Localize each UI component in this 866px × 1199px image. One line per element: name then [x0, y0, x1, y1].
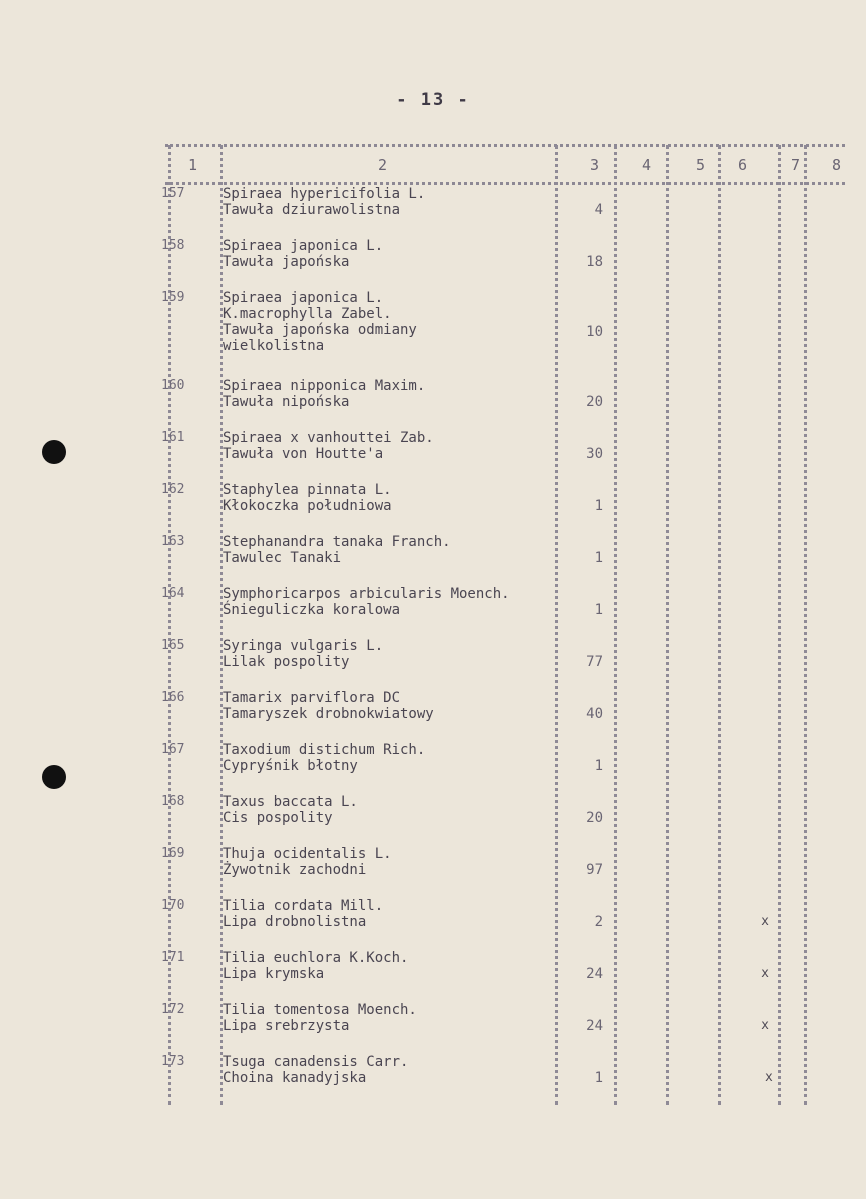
- entry-number: 163: [161, 534, 185, 549]
- name-line: Choina kanadyjska: [223, 1070, 367, 1086]
- entry-number: 166: [161, 690, 185, 705]
- species-name: [223, 794, 555, 846]
- entry-number: 173: [161, 1054, 185, 1069]
- column-5-cell: [669, 290, 721, 378]
- quantity: 20: [586, 810, 603, 826]
- header-bottom-rule: [165, 182, 845, 185]
- species-name: [223, 950, 555, 1002]
- column-5-cell: [669, 1002, 721, 1054]
- column-5-cell: [669, 898, 721, 950]
- column-7-cell: [781, 742, 807, 794]
- page-number: - 13 -: [396, 90, 470, 110]
- column-7-cell: [781, 238, 807, 290]
- table-row: [155, 1054, 845, 1106]
- quantity-cell: [555, 950, 617, 1002]
- latin-name: Tilia cordata Mill.: [223, 898, 384, 914]
- column-5-cell: [669, 950, 721, 1002]
- column-7-cell: [781, 430, 807, 482]
- column-8-cell: [807, 638, 845, 690]
- column-6-cell: [721, 290, 781, 378]
- name-line: Cypryśnik błotny: [223, 758, 358, 774]
- species-name: [223, 742, 555, 794]
- mark: x: [761, 1018, 769, 1033]
- table-row: [155, 1002, 845, 1054]
- entry-number: 164: [161, 586, 185, 601]
- quantity-cell: [555, 586, 617, 638]
- quantity: 1: [594, 498, 603, 514]
- species-name: [223, 186, 555, 238]
- name-line: Śnieguliczka koralowa: [223, 602, 401, 618]
- mark: x: [761, 966, 769, 981]
- quantity-cell: [555, 846, 617, 898]
- column-header-8: 8: [832, 156, 842, 174]
- column-4-cell: [617, 238, 669, 290]
- column-4-cell: [617, 846, 669, 898]
- column-5-cell: [669, 638, 721, 690]
- quantity: 24: [586, 1018, 603, 1034]
- table-row: [155, 638, 845, 690]
- column-6-cell: [721, 238, 781, 290]
- column-4-cell: [617, 378, 669, 430]
- quantity: 77: [586, 654, 603, 670]
- name-line: Tawuła japońska: [223, 254, 350, 270]
- column-8-cell: [807, 290, 845, 378]
- column-5-cell: [669, 238, 721, 290]
- column-6-cell: [721, 690, 781, 742]
- latin-name: Syringa vulgaris L.: [223, 638, 384, 654]
- quantity: 24: [586, 966, 603, 982]
- column-7-cell: [781, 482, 807, 534]
- quantity-cell: [555, 238, 617, 290]
- column-6-cell: [721, 638, 781, 690]
- column-7-cell: [781, 290, 807, 378]
- quantity-cell: [555, 378, 617, 430]
- name-line: Lilak pospolity: [223, 654, 350, 670]
- quantity: 18: [586, 254, 603, 270]
- entry-number: 169: [161, 846, 185, 861]
- table-row: [155, 742, 845, 794]
- quantity: 30: [586, 446, 603, 462]
- table-row: [155, 898, 845, 950]
- entry-number: 170: [161, 898, 185, 913]
- name-line: Tawulec Tanaki: [223, 550, 342, 566]
- column-8-cell: [807, 482, 845, 534]
- column-7-cell: [781, 638, 807, 690]
- entry-number: 157: [161, 186, 185, 201]
- column-8-cell: [807, 794, 845, 846]
- column-header-4: 4: [642, 156, 652, 174]
- latin-name: Tsuga canadensis Carr.: [223, 1054, 409, 1070]
- column-6-cell: [721, 846, 781, 898]
- name-line: Tamaryszek drobnokwiatowy: [223, 706, 434, 722]
- column-7-cell: [781, 690, 807, 742]
- column-7-cell: [781, 534, 807, 586]
- column-4-cell: [617, 690, 669, 742]
- table-row: [155, 482, 845, 534]
- name-line: Cis pospolity: [223, 810, 333, 826]
- quantity: 10: [586, 324, 603, 340]
- column-7-cell: [781, 794, 807, 846]
- column-7-cell: [781, 950, 807, 1002]
- latin-name: Stephanandra tanaka Franch.: [223, 534, 451, 550]
- column-5-cell: [669, 1054, 721, 1106]
- entry-number: 165: [161, 638, 185, 653]
- table-row: [155, 690, 845, 742]
- column-7-cell: [781, 1002, 807, 1054]
- quantity: 20: [586, 394, 603, 410]
- quantity: 1: [594, 550, 603, 566]
- name-line: Tawuła nipońska: [223, 394, 350, 410]
- column-header-6: 6: [738, 156, 748, 174]
- latin-name: Spiraea japonica L.: [223, 290, 384, 306]
- header-top-rule: [165, 144, 845, 147]
- mark: x: [761, 914, 769, 929]
- quantity-cell: [555, 742, 617, 794]
- entry-number: 160: [161, 378, 185, 393]
- column-5-cell: [669, 378, 721, 430]
- column-6-cell: [721, 898, 781, 950]
- column-6-cell: [721, 430, 781, 482]
- column-6-cell: [721, 950, 781, 1002]
- species-name: [223, 1054, 555, 1106]
- species-name: [223, 846, 555, 898]
- column-8-cell: [807, 430, 845, 482]
- latin-name: Taxus baccata L.: [223, 794, 358, 810]
- column-5-cell: [669, 690, 721, 742]
- quantity-cell: [555, 534, 617, 586]
- latin-name: Tilia euchlora K.Koch.: [223, 950, 409, 966]
- column-8-cell: [807, 1054, 845, 1106]
- column-4-cell: [617, 290, 669, 378]
- species-name: [223, 482, 555, 534]
- column-8-cell: [807, 238, 845, 290]
- column-8-cell: [807, 1002, 845, 1054]
- column-4-cell: [617, 430, 669, 482]
- species-name: [223, 586, 555, 638]
- column-4-cell: [617, 534, 669, 586]
- column-5-cell: [669, 846, 721, 898]
- quantity-cell: [555, 898, 617, 950]
- column-5-cell: [669, 430, 721, 482]
- mark: x: [765, 1070, 773, 1085]
- name-line: Lipa krymska: [223, 966, 325, 982]
- column-header-3: 3: [590, 156, 600, 174]
- column-6-cell: [721, 482, 781, 534]
- species-name: [223, 378, 555, 430]
- latin-name: Spiraea hypericifolia L.: [223, 186, 426, 202]
- latin-name: Tilia tomentosa Moench.: [223, 1002, 417, 1018]
- quantity: 40: [586, 706, 603, 722]
- table-row: [155, 586, 845, 638]
- column-6-cell: [721, 742, 781, 794]
- latin-name: Taxodium distichum Rich.: [223, 742, 426, 758]
- species-name: [223, 534, 555, 586]
- column-8-cell: [807, 690, 845, 742]
- column-7-cell: [781, 586, 807, 638]
- table-row: [155, 430, 845, 482]
- column-4-cell: [617, 586, 669, 638]
- name-line: wielkolistna: [223, 338, 325, 354]
- name-line: K.macrophylla Zabel.: [223, 306, 392, 322]
- column-8-cell: [807, 846, 845, 898]
- punch-hole-top: [42, 440, 66, 464]
- entry-number: 171: [161, 950, 185, 965]
- species-name: [223, 290, 555, 378]
- name-line: Tawuła von Houtte'a: [223, 446, 384, 462]
- column-5-cell: [669, 186, 721, 238]
- column-6-cell: [721, 1002, 781, 1054]
- column-8-cell: [807, 742, 845, 794]
- quantity: 4: [594, 202, 603, 218]
- quantity-cell: [555, 1002, 617, 1054]
- table-row: [155, 534, 845, 586]
- latin-name: Spiraea x vanhouttei Zab.: [223, 430, 434, 446]
- column-8-cell: [807, 898, 845, 950]
- name-line: Lipa drobnolistna: [223, 914, 367, 930]
- column-header-5: 5: [696, 156, 706, 174]
- species-name: [223, 430, 555, 482]
- table-row: [155, 290, 845, 378]
- name-line: Lipa srebrzysta: [223, 1018, 350, 1034]
- name-line: Żywotnik zachodni: [223, 862, 367, 878]
- entry-number: 167: [161, 742, 185, 757]
- latin-name: Thuja ocidentalis L.: [223, 846, 392, 862]
- quantity: 1: [594, 602, 603, 618]
- column-8-cell: [807, 950, 845, 1002]
- quantity: 1: [594, 1070, 603, 1086]
- quantity: 2: [594, 914, 603, 930]
- quantity-cell: [555, 186, 617, 238]
- column-4-cell: [617, 186, 669, 238]
- name-line: Tawuła dziurawolistna: [223, 202, 401, 218]
- column-4-cell: [617, 638, 669, 690]
- column-4-cell: [617, 1002, 669, 1054]
- quantity: 1: [594, 758, 603, 774]
- quantity-cell: [555, 290, 617, 378]
- name-line: Kłokoczka południowa: [223, 498, 392, 514]
- entry-number: 158: [161, 238, 185, 253]
- table-row: [155, 238, 845, 290]
- column-5-cell: [669, 742, 721, 794]
- latin-name: Spiraea nipponica Maxim.: [223, 378, 426, 394]
- column-7-cell: [765, 1054, 807, 1106]
- entry-number: 162: [161, 482, 185, 497]
- column-6-cell: [721, 794, 781, 846]
- column-4-cell: [617, 794, 669, 846]
- column-4-cell: [617, 482, 669, 534]
- table-row: [155, 186, 845, 238]
- column-6-cell: [721, 186, 781, 238]
- quantity-cell: [555, 794, 617, 846]
- species-name: [223, 1002, 555, 1054]
- column-8-cell: [807, 534, 845, 586]
- table-row: [155, 794, 845, 846]
- column-header-2: 2: [378, 156, 388, 174]
- species-name: [223, 690, 555, 742]
- latin-name: Symphoricarpos arbicularis Moench.: [223, 586, 510, 602]
- latin-name: Spiraea japonica L.: [223, 238, 384, 254]
- column-8-cell: [807, 186, 845, 238]
- quantity: 97: [586, 862, 603, 878]
- column-6-cell: [721, 534, 781, 586]
- punch-hole-bottom: [42, 765, 66, 789]
- quantity-cell: [555, 690, 617, 742]
- column-5-cell: [669, 586, 721, 638]
- quantity-cell: [555, 430, 617, 482]
- column-7-cell: [781, 186, 807, 238]
- table-row: [155, 846, 845, 898]
- quantity-cell: [555, 638, 617, 690]
- entry-number: 161: [161, 430, 185, 445]
- column-7-cell: [781, 846, 807, 898]
- quantity-cell: [555, 1054, 617, 1106]
- column-header-7: 7: [791, 156, 801, 174]
- entry-number: 159: [161, 290, 185, 305]
- column-6-cell: [721, 586, 781, 638]
- column-4-cell: [617, 898, 669, 950]
- column-7-cell: [781, 898, 807, 950]
- column-6-cell: [721, 378, 781, 430]
- table-row: [155, 378, 845, 430]
- column-4-cell: [617, 1054, 669, 1106]
- column-header-1: 1: [188, 156, 198, 174]
- column-5-cell: [669, 534, 721, 586]
- table-row: [155, 950, 845, 1002]
- entry-number: 168: [161, 794, 185, 809]
- column-4-cell: [617, 742, 669, 794]
- latin-name: Tamarix parviflora DC: [223, 690, 401, 706]
- column-5-cell: [669, 482, 721, 534]
- column-8-cell: [807, 378, 845, 430]
- quantity-cell: [555, 482, 617, 534]
- column-4-cell: [617, 950, 669, 1002]
- species-name: [223, 898, 555, 950]
- name-line: Tawuła japońska odmiany: [223, 322, 417, 338]
- latin-name: Staphylea pinnata L.: [223, 482, 392, 498]
- species-name: [223, 638, 555, 690]
- species-name: [223, 238, 555, 290]
- column-5-cell: [669, 794, 721, 846]
- entry-number: 172: [161, 1002, 185, 1017]
- column-8-cell: [807, 586, 845, 638]
- column-7-cell: [781, 378, 807, 430]
- species-list: [155, 186, 845, 1106]
